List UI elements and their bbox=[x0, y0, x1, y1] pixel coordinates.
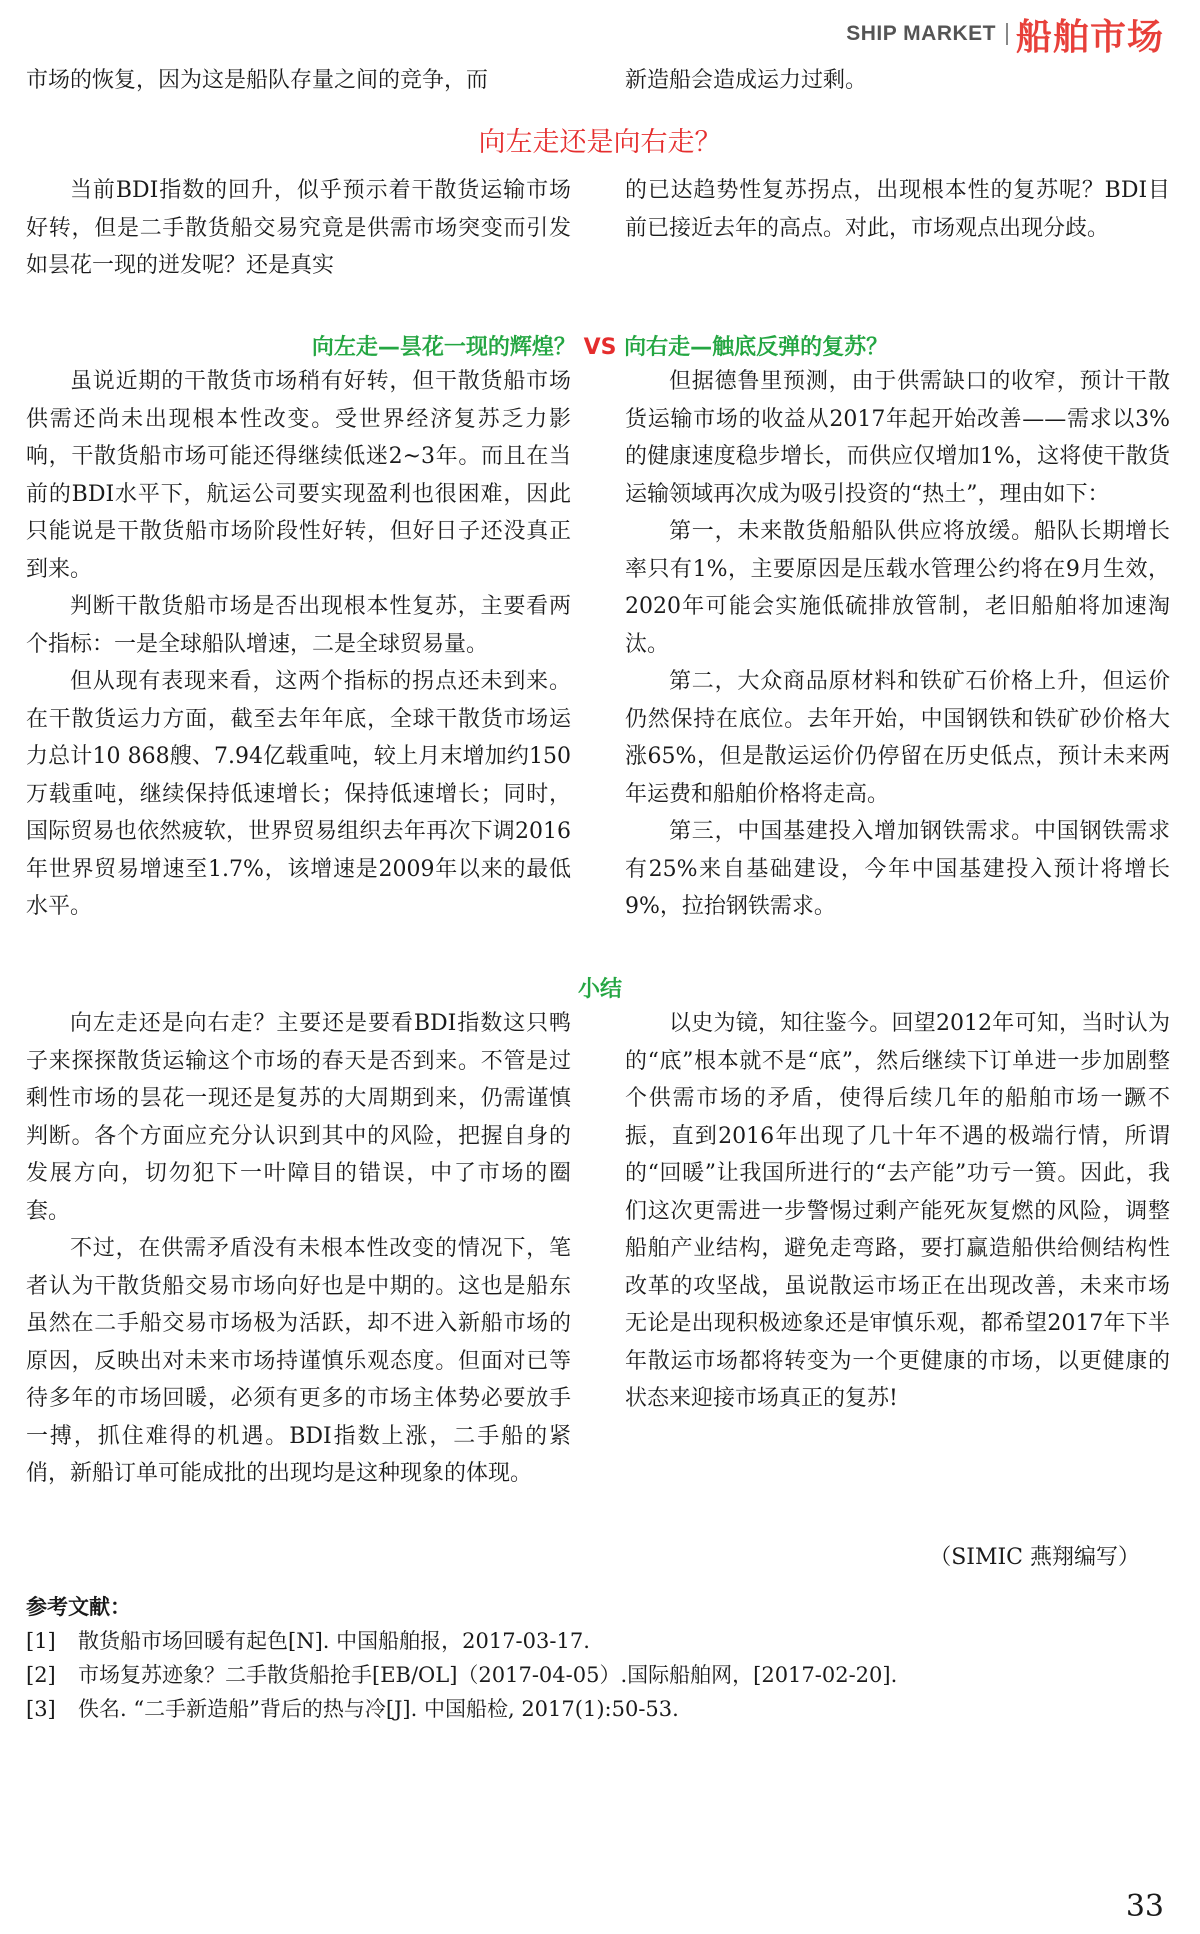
reference-item bbox=[26, 1658, 1166, 1692]
title-right-part: 向右走—触底反弹的复苏？ bbox=[624, 335, 889, 360]
reference-number: [3] bbox=[26, 1697, 56, 1721]
top-right-column bbox=[625, 62, 1170, 100]
reference-number: [1] bbox=[26, 1629, 56, 1653]
page-header bbox=[846, 10, 1164, 58]
paragraph: 第二，大众商品原材料和铁矿石价格上升，但运价仍然保持在底位。去年开始，中国钢铁和铁矿砂价格大涨65%，但是散运运价仍停留在历史低点，预计未来两年运费和船舶价格将走高。 bbox=[625, 669, 1170, 807]
section1-body bbox=[26, 172, 1170, 285]
header-english: SHIP MARKET bbox=[846, 22, 996, 45]
title-vs: VS bbox=[583, 335, 617, 360]
top-left-column bbox=[26, 62, 571, 100]
paragraph: 虽说近期的干散货市场稍有好转，但干散货船市场供需还尚未出现根本性改变。受世界经济复苏乏力影响，干散货船市场可能还得继续低迷2~3年。而且在当前的BDI水平下，航运公司要实现盈利也很困难，因此只能说是干散货船市场阶段性好转，但好日子还没真正到来。 bbox=[26, 369, 571, 582]
paragraph: 市场的恢复，因为这是船队存量之间的竞争，而 bbox=[26, 68, 489, 93]
paragraph: 判断干散货船市场是否出现根本性复苏，主要看两个指标：一是全球船队增速，二是全球贸易量。 bbox=[26, 594, 571, 657]
paragraph: 的已达趋势性复苏拐点，出现根本性的复苏呢？BDI目前已接近去年的高点。对此，市场观点出现分歧。 bbox=[625, 178, 1170, 241]
author-signature: （SIMIC 燕翔编写） bbox=[929, 1545, 1140, 1570]
paragraph: 新造船会造成运力过剩。 bbox=[625, 68, 868, 93]
section1-right-column bbox=[625, 172, 1170, 285]
reference-number: [2] bbox=[26, 1663, 56, 1687]
section3-right-column bbox=[625, 1005, 1170, 1493]
reference-item bbox=[26, 1692, 1166, 1726]
page-number: 33 bbox=[1125, 1889, 1164, 1924]
reference-text: 散货船市场回暖有起色[N]. 中国船舶报，2017-03-17. bbox=[78, 1629, 590, 1653]
reference-text: 佚名. “二手新造船”背后的热与冷[J]. 中国船检, 2017(1):50-53. bbox=[78, 1697, 679, 1721]
section2-right-column bbox=[625, 363, 1170, 926]
paragraph: 向左走还是向右走？主要还是要看BDI指数这只鸭子来探探散货运输这个市场的春天是否到来。不管是过剩性市场的昙花一现还是复苏的大周期到来，仍需谨慎判断。各个方面应充分认识到其中的风险，把握自身的发展方向，切勿犯下一叶障目的错误，中了市场的圈套。 bbox=[26, 1011, 571, 1224]
section3-left-column bbox=[26, 1005, 571, 1493]
title-left-part: 向左走—昙花一现的辉煌？ bbox=[311, 335, 576, 360]
header-divider bbox=[1006, 23, 1008, 45]
paragraph: 但据德鲁里预测，由于供需缺口的收窄，预计干散货运输市场的收益从2017年起开始改善——需求以3%的健康速度稳步增长，而供应仅增加1%，这将使干散货运输领域再次成为吸引投资的“热土”，理由如下： bbox=[625, 369, 1170, 507]
top-continuation bbox=[26, 62, 1170, 100]
section2-left-column bbox=[26, 363, 571, 926]
references bbox=[26, 1590, 1166, 1726]
paragraph: 第一，未来散货船船队供应将放缓。船队长期增长率只有1%，主要原因是压载水管理公约将在9月生效，2020年可能会实施低硫排放管制，老旧船舶将加速淘汰。 bbox=[625, 519, 1170, 657]
header-chinese: 船舶市场 bbox=[1015, 16, 1164, 58]
paragraph: 当前BDI指数的回升，似乎预示着干散货运输市场好转，但是二手散货船交易究竟是供需市场突变而引发如昙花一现的迸发呢？还是真实 bbox=[26, 178, 571, 278]
paragraph: 第三，中国基建投入增加钢铁需求。中国钢铁需求有25%来自基础建设，今年中国基建投入预计将增长9%，拉抬钢铁需求。 bbox=[625, 819, 1170, 919]
references-title: 参考文献： bbox=[26, 1595, 131, 1619]
section3-body bbox=[26, 1005, 1170, 1493]
section-title-summary: 小结 bbox=[577, 977, 622, 1002]
reference-item bbox=[26, 1624, 1166, 1658]
paragraph: 以史为镜，知往鉴今。回望2012年可知，当时认为的“底”根本就不是“底”，然后继续下订单进一步加剧整个供需市场的矛盾，使得后续几年的船舶市场一蹶不振，直到2016年出现了几十年不遇的极端行情，所谓的“回暖”让我国所进行的“去产能”功亏一篑。因此，我们这次更需进一步警惕过剩产能死灰复燃的风险，调整船舶产业结构，避免走弯路，要打赢造船供给侧结构性改革的攻坚战，虽说散运市场正在出现改善，未来市场无论是出现积极迹象还是审慎乐观，都希望2017年下半年散运市场都将转变为一个更健康的市场，以更健康的状态来迎接市场真正的复苏! bbox=[625, 1011, 1170, 1411]
section2-body bbox=[26, 363, 1170, 926]
paragraph: 但从现有表现来看，这两个指标的拐点还未到来。在干散货运力方面，截至去年年底，全球干散货市场运力总计10 868艘、7.94亿载重吨，较上月末增加约150万载重吨，继续保持低速增长；保持低速增长；同时，国际贸易也依然疲软，世界贸易组织去年再次下调2016年世界贸易增速至1.7%，该增速是2009年以来的最低水平。 bbox=[26, 669, 571, 919]
section-title-vs bbox=[0, 330, 1200, 361]
section1-left-column bbox=[26, 172, 571, 285]
paragraph: 不过，在供需矛盾没有未根本性改变的情况下，笔者认为干散货船交易市场向好也是中期的。这也是船东虽然在二手船交易市场极为活跃，却不进入新船市场的原因，反映出对未来市场持谨慎乐观态度。但面对已等待多年的市场回暖，必须有更多的市场主体势必要放手一搏，抓住难得的机遇。BDI指数上涨，二手船的紧俏，新船订单可能成批的出现均是这种现象的体现。 bbox=[26, 1236, 571, 1486]
reference-text: 市场复苏迹象？二手散货船抢手[EB/OL]（2017-04-05）.国际船舶网，[2017-02-20]. bbox=[78, 1663, 898, 1687]
section-title-main: 向左走还是向右走？ bbox=[478, 127, 722, 158]
